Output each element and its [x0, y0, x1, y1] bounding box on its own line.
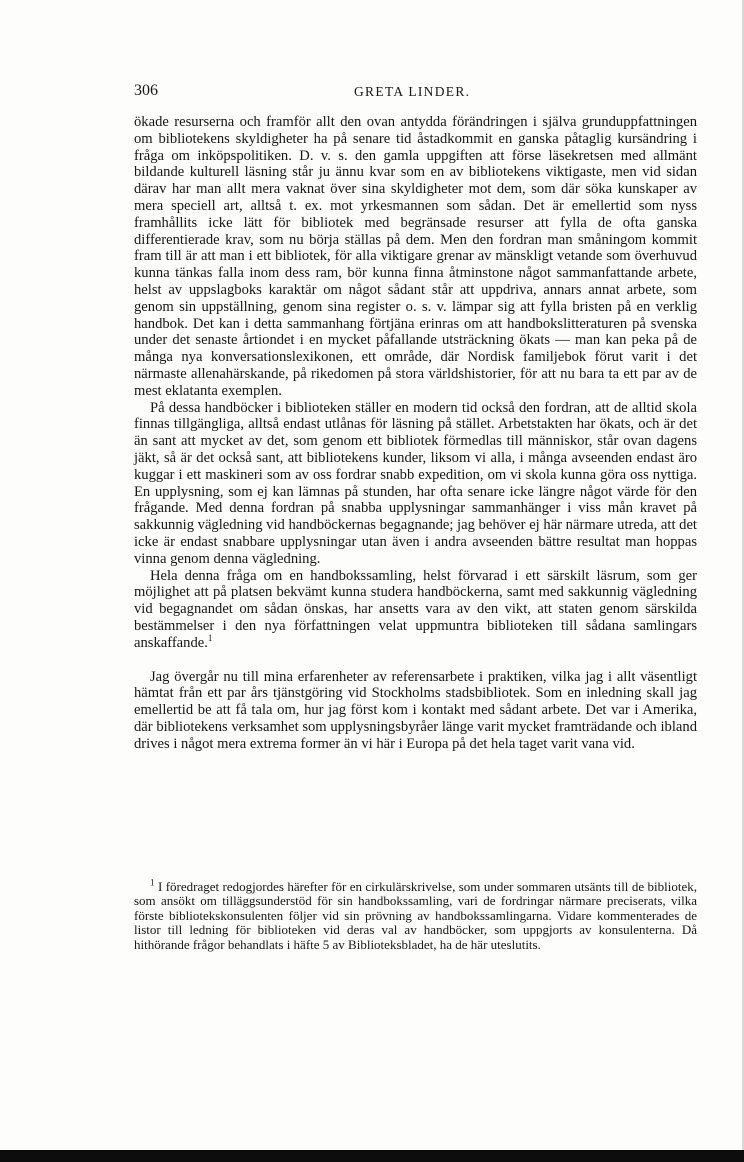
page-number: 306 [134, 82, 158, 99]
footnote-text: I föredraget redogjordes härefter för en cirkulärskrivelse, som under sommaren utsänts till de bibliotek, som ansökt om tilläggsunderstöd för sin handbokssamling, vari de fordringar närmare preciserats, vilka förste bibliotekskonsulenten följer vid sin prövning av handbokssamlingarna. Vidare kommenterades de listor till ledning för biblioteken vid deras val av handböcker, som uppgjorts av konsulenterna. Då hithörande frågor behandlats i häfte 5 av Biblioteksbladet, ha de här uteslutits. [134, 879, 698, 952]
article-body [134, 114, 697, 752]
footnote [134, 877, 698, 952]
page-header [134, 82, 697, 102]
paragraph: På dessa handböcker i biblioteken ställer en modern tid också den fordran, att de alltid skola finnas tillgängliga, alltså endast utlånas för läsning på stället. Arbetstakten har ökats, och är det än sant att mycket av det, som genom ett bibliotek förmedlas till människor, står ovan dagens jäkt, så är det också sant, att bibliotekens kunder, liksom vi alla, i många avseenden endast äro kuggar i ett maskineri som av oss fordrar snabb expedition, om vi skola kunna göra oss nyttiga. En upplysning, som ej kan lämnas på stunden, har ofta senare icke längre något värde för den frågande. Med denna fordran på snabba upplysningar sammanhänger i viss mån kravet på sakkunnig vägledning vid handböckernas begagnande; jag behöver ej här närmare utreda, att det icke är endast snabbare upplysningar utan även i andra avseenden bättre resultat man hoppas vinna genom denna vägledning. [134, 399, 697, 567]
paragraph-text: Hela denna fråga om en handbokssamling, helst förvarad i ett särskilt läsrum, som ger möjlighet att på platsen bekvämt kunna studera handböckerna, samt med sakkunnig vägledning vid begagnandet om sådan önskas, har ansetts vara av den vikt, att staten genom särskilda bestämmelser i den nya författningen velat uppmuntra biblioteken till sådana samlingars anskaffande. [134, 567, 697, 651]
footnote-reference: 1 [207, 632, 213, 643]
running-title: GRETA LINDER. [354, 84, 471, 99]
footnote-marker: 1 [150, 877, 155, 888]
paragraph: Jag övergår nu till mina erfarenheter av referensarbete i praktiken, vilka jag i allt väsentligt hämtat från ett par års tjänstgöring vid Stockholms stadsbibliotek. Som en inledning skall jag emellertid be att få tala om, hur jag först kom i kontakt med sådant arbete. Det var i Amerika, där bibliotekens verksamhet som upplysningsbyråer länge varit mycket framträdande och ibland drives i något mera extrema former än vi här i Europa på det hela taget varit vana vid. [134, 668, 697, 752]
paragraph: ökade resurserna och framför allt den ovan antydda förändringen i själva grunduppfattningen om bibliotekens skyldigheter ha på senare tid åstadkommit en ganska påtaglig kursändring i fråga om inköpspolitiken. D. v. s. den gamla uppgiften att förse läsekretsen med allmänt bildande kulturell läsning står ju ännu kvar som en av bibliotekens viktigaste, men vid sidan därav har man allt mera vaknat över sina skyldigheter mot dem, som där söka kunskaper av mera speciell art, alltså t. ex. mot yrkesmannen som sådan. Det är emellertid som nyss framhållits icke lätt för bibliotek med begränsade resurser att fylla de ofta ganska differentierade krav, som nu börja ställas på dem. Men den fordran man småningom kommit fram till är att man i ett bibliotek, för alla viktigare grenar av mänskligt vetande som överhuvud kunna tänkas falla inom dess ram, bör kunna finna åtminstone något sammanfattande arbete, helst av uppslagboks karaktär om något sådant står att uppdriva, annars annat arbete, som genom sin uppställning, genom sina register o. s. v. lämpar sig att fylla bristen på en verklig handbok. Det kan i detta sammanhang förtjäna erinras om att handbokslitteraturen på svenska under det senaste årtiondet i en mycket påfallande utsträckning ökats — man kan peka på de många nya konversationslexikonen, ett område, där Nordisk familjebok förut varit i det närmaste allenahärskande, på rikedomen på stora världshistorier, för att nu bara ta ett par av de mest eklatanta exemplen. [134, 114, 697, 399]
paragraph-with-footnote-ref [134, 568, 697, 652]
scan-border [0, 1150, 744, 1162]
